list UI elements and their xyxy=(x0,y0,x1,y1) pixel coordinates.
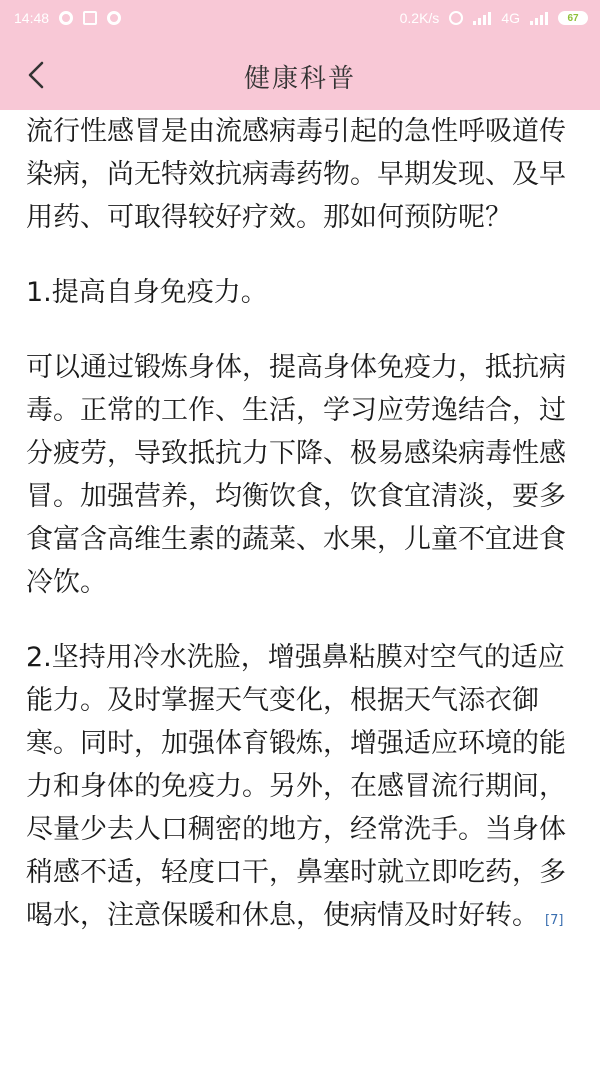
notification-dot-icon xyxy=(107,11,121,25)
status-left xyxy=(14,10,121,26)
signal-icon xyxy=(473,11,491,25)
article-paragraph-1: 可以通过锻炼身体，提高身体免疫力，抵抗病毒。正常的工作、生活，学习应劳逸结合，过分疲劳，导致抵抗力下降、极易感染病毒性感冒。加强营养，均衡饮食，饮食宜清淡，要多食富含高维生素的蔬菜、水果，儿童不宜进食冷饮。 xyxy=(26,352,566,598)
app-header xyxy=(0,40,600,110)
citation-link[interactable]: [7] xyxy=(545,913,564,928)
article-paragraph-2 xyxy=(26,636,578,942)
battery-icon xyxy=(558,11,588,25)
network-type: 4G xyxy=(501,10,520,26)
shopping-bag-icon xyxy=(83,11,97,25)
alarm-icon xyxy=(449,11,463,25)
status-right xyxy=(400,10,588,26)
page-title: 健康科普 xyxy=(243,64,356,94)
battery-level: 67 xyxy=(567,12,579,24)
network-speed: 0.2K/s xyxy=(399,10,440,26)
status-bar xyxy=(0,0,600,40)
article-heading-1: 1.提高自身免疫力。 xyxy=(26,277,268,308)
notification-dot-icon xyxy=(59,11,73,25)
status-time: 14:48 xyxy=(14,10,50,26)
signal-icon xyxy=(530,11,548,25)
article-body xyxy=(26,110,578,974)
article-paragraph-2-text: 2.坚持用冷水洗脸，增强鼻粘膜对空气的适应能力。及时掌握天气变化，根据天气添衣御寒。同时，加强体育锻炼，增强适应环境的能力和身体的免疫力。另外，在感冒流行期间，尽量少去人口稠密的地方，经常洗手。当身体稍感不适，轻度口干，鼻塞时就立即吃药，多喝水，注意保暖和休息，使病情及时好转。 xyxy=(26,642,566,931)
article-paragraph-intro: 流行性感冒是由流感病毒引起的急性呼吸道传染病，尚无特效抗病毒药物。早期发现、及早用药、可取得较好疗效。那如何预防呢？ xyxy=(26,116,566,233)
